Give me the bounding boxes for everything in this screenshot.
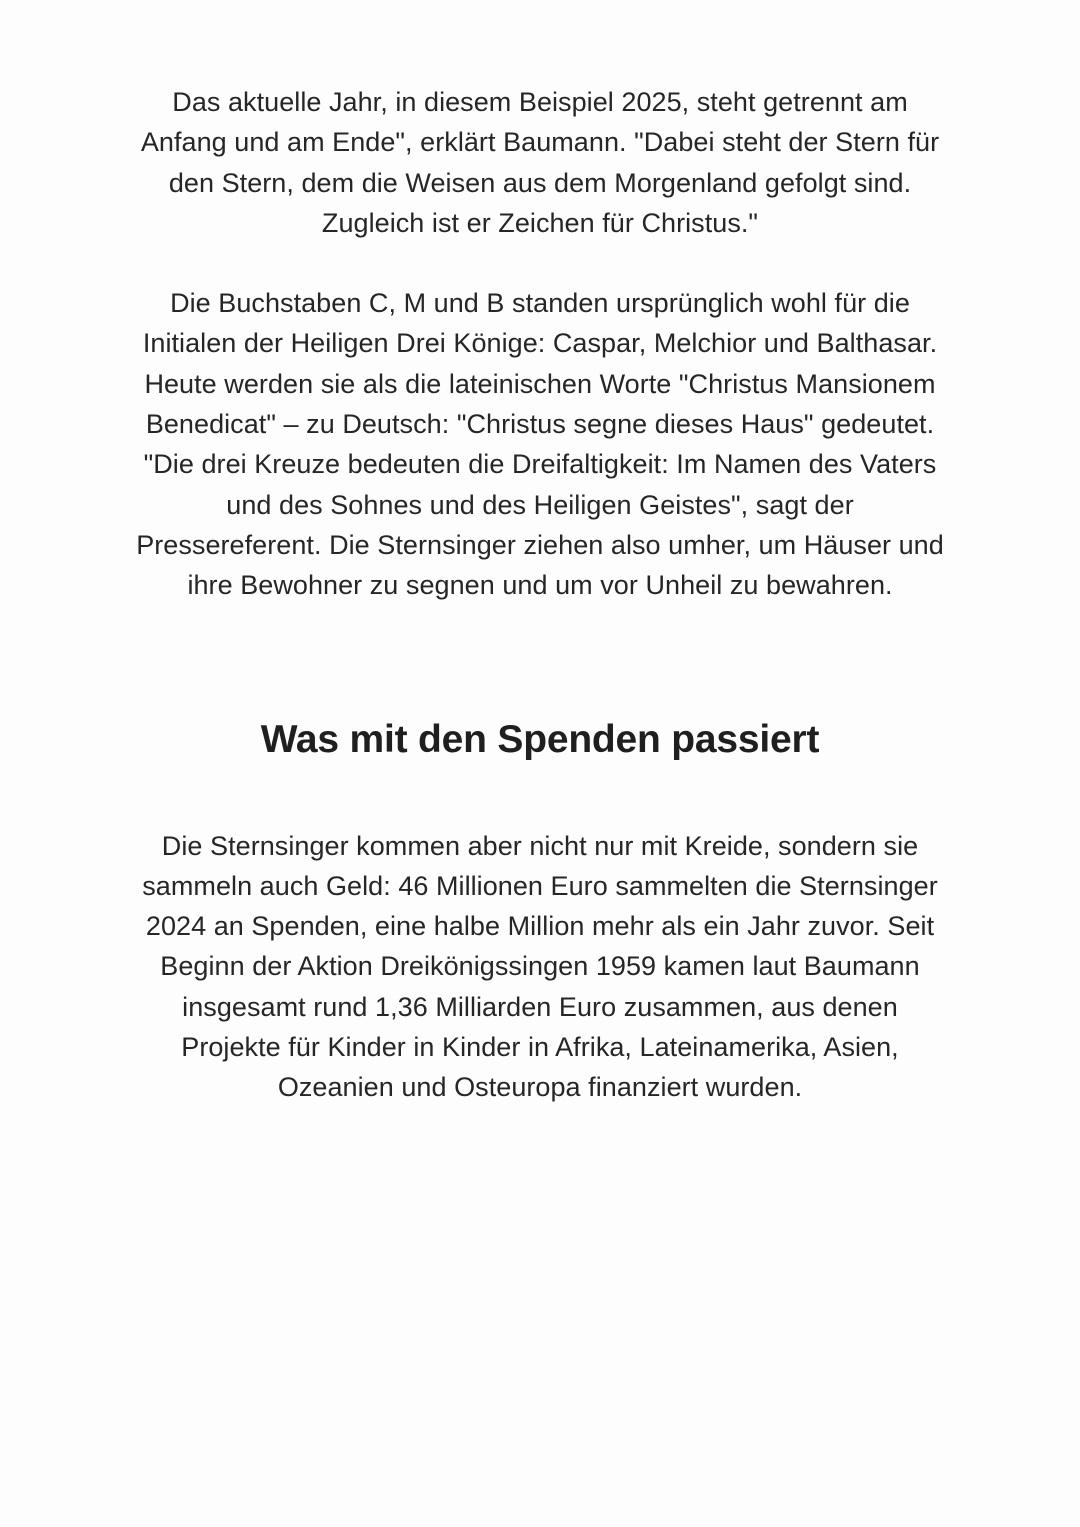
article-body (130, 82, 950, 1108)
paragraph-donations: Die Sternsinger kommen aber nicht nur mit Kreide, sondern sie sammeln auch Geld: 46 Millionen Euro sammelten die Sternsinger 2024 an Spenden, eine halbe Million mehr als ein Jahr zuvor. Seit Beginn der Aktion Dreikönigssingen 1959 kamen laut Baumann insgesamt rund 1,36 Milliarden Euro zusammen, aus denen Projekte für Kinder in Kinder in Afrika, Lateinamerika, Asien, Ozeanien und Osteuropa finanziert wurden. (142, 830, 938, 1103)
section-heading-donations: Was mit den Spenden passiert (260, 717, 820, 761)
paragraph-letters-meaning: Die Buchstaben C, M und B standen ursprünglich wohl für die Initialen der Heiligen Drei Könige: Caspar, Melchior und Balthasar. Heute werden sie als die lateinischen Worte "Christus Mansionem Benedicat" – zu Deutsch: "Christus segne dieses Haus" gedeutet. "Die drei Kreuze bedeuten die Dreifaltigkeit: Im Namen des Vaters und des Sohnes und des Heiligen Geistes", sagt der Pressereferent. Die Sternsinger ziehen also umher, um Häuser und ihre Bewohner zu segnen und um vor Unheil zu bewahren. (136, 288, 944, 601)
paragraph-year-explanation: Das aktuelle Jahr, in diesem Beispiel 2025, steht getrennt am Anfang und am Ende", erklärt Baumann. "Dabei steht der Stern für den Stern, dem die Weisen aus dem Morgenland gefolgt sind. Zugleich ist er Zeichen für Christus." (140, 87, 940, 238)
